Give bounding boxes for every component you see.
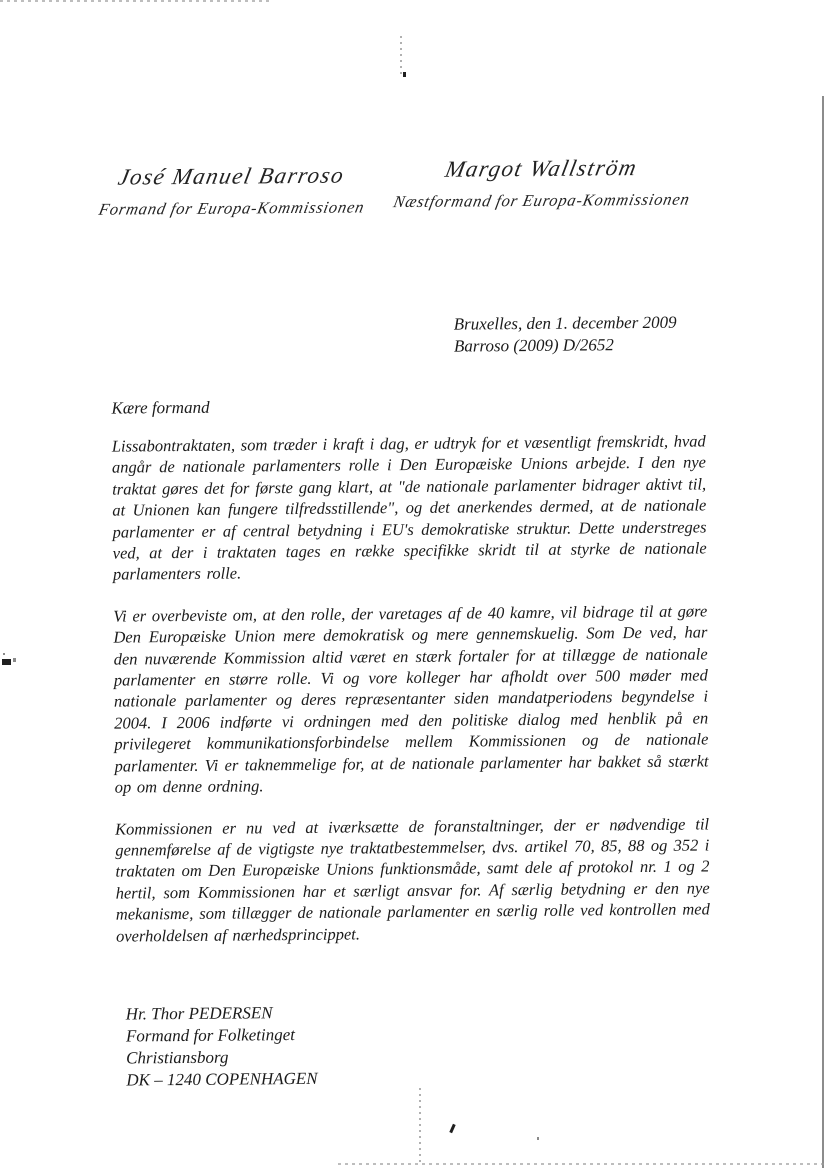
sender-name-wallstrom: Margot Wallström	[443, 155, 640, 182]
recipient-city: DK – 1240 COPENHAGEN	[126, 1068, 318, 1090]
paragraph-3: Kommissionen er nu ved at iværksætte de foranstaltninger, der er nødvendige til gennemførelse af de vigtigste nye traktatbestemmelser, dvs. artikel 70, 85, 88 og 352 i traktaten om Den Europæiske Unions funktionsmåde, samt dele af protokol nr. 1 og 2 hertil, som Kommissionen har et særligt ansvar for. Af særlig betydning er den nye mekanisme, som tillægger de nationale parlamenter en særlig rolle ved kontrollen med overholdelsen af nærhedsprincippet.	[115, 813, 710, 946]
recipient-building: Christiansborg	[126, 1047, 229, 1068]
paragraph-2: Vi er overbeviste om, at den rolle, der varetages af de 40 kamre, vil bidrage til at gøre Den Europæiske Union mere demokratisk og mere gennemskuelig. Som De ved, har den nuværende Kommission altid været en stærk fortaler for at tillægge de nationale parlamenter en større rolle. Vi og vore kolleger har afholdt over 500 møder med nationale parlamenter og deres repræsentanter siden mandatperiodens begyndelse i 2004. I 2006 indførte vi ordningen med den politiske dialog med henblik på en privilegeret kommunikationsforbindelse mellem Kommissionen og de nationale parlamenter. Vi er taknemmelige for, at de nationale parlamenter har bakket så stærkt op om denne ordning.	[113, 601, 709, 797]
recipient-title: Formand for Folketinget	[125, 1025, 296, 1046]
paragraph-1: Lissabontraktaten, som træder i kraft i dag, er udtryk for et væsentligt fremskridt, hvad angår de nationale parlamenters rolle i Den Europæiske Unions arbejde. I den nye traktat gøres det for første gang klart, at "de nationale parlamenter bidrager aktivt til, at Unionen kan fungere tilfredsstillende", og det anerkendes dermed, at de nationale parlamenter er af central betydning i EU's demokratiske struktur. Dette understreges ved, at der i traktaten tages en række specifikke skridt til at styrke de nationale parlamenters rolle.	[111, 431, 707, 585]
letter-body	[112, 430, 710, 946]
recipient-name: Hr. Thor PEDERSEN	[125, 1003, 273, 1024]
sender-title-wallstrom: Næstformand for Europa-Kommissionen	[391, 189, 692, 212]
place-and-date: Bruxelles, den 1. december 2009	[453, 312, 677, 334]
salutation: Kære formand	[111, 397, 210, 418]
reference-number: Barroso (2009) D/2652	[453, 335, 614, 356]
letterhead-sender-wallstrom	[391, 155, 691, 213]
sender-name-barroso: José Manuel Barroso	[116, 162, 347, 190]
sender-title-barroso: Formand for Europa-Kommissionen	[97, 197, 367, 219]
letterhead-sender-barroso	[96, 162, 366, 219]
dateline	[454, 312, 677, 358]
recipient-address	[126, 1002, 318, 1092]
